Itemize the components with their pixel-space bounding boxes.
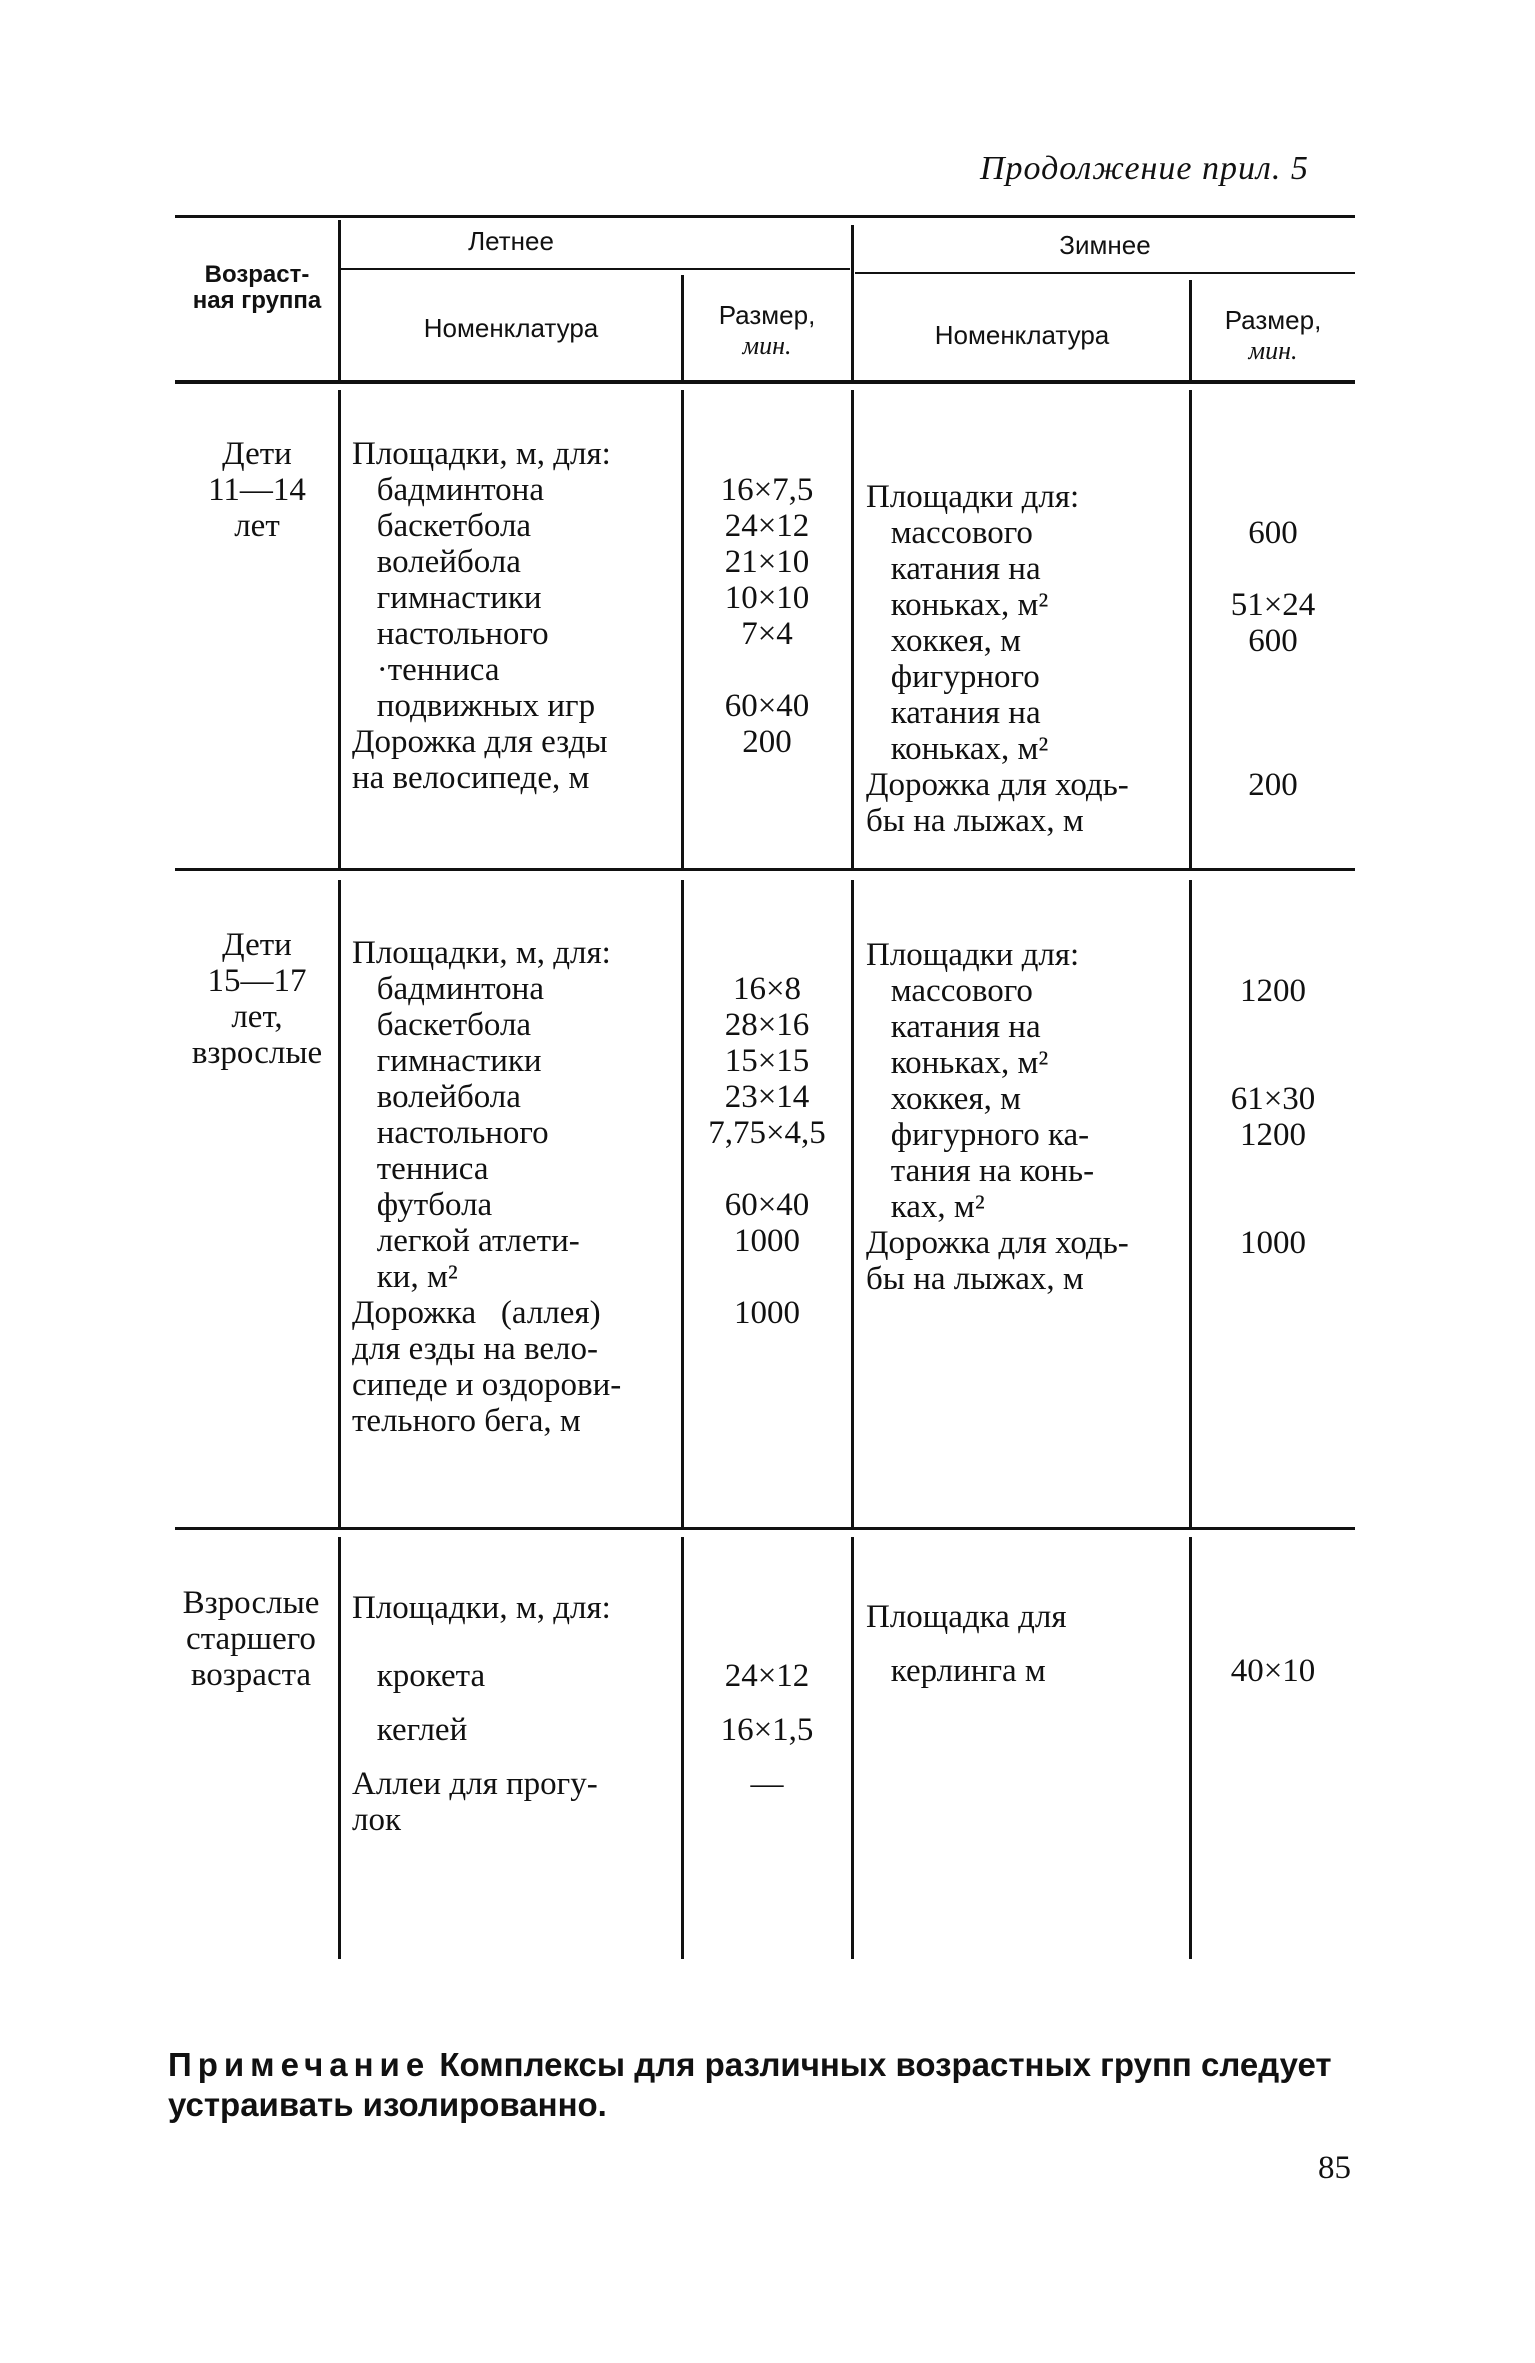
nomenclature-line: Дорожка для ходь- (866, 767, 1129, 803)
note-label: Примечание (168, 2046, 431, 2083)
size-value (1192, 1045, 1354, 1081)
size-value: 1200 (1240, 973, 1306, 1009)
col-divider (851, 390, 854, 868)
winter-size-list (1192, 1590, 1354, 1698)
nomenclature-line: керлинга м (866, 1653, 1046, 1689)
nomenclature-line: баскетбола (352, 508, 532, 544)
table-top-rule (175, 215, 1355, 218)
size-value: 200 (1248, 767, 1298, 803)
winter-size-list (1192, 443, 1354, 839)
nomenclature-line: сипеде и оздорови- (352, 1367, 622, 1403)
nomenclature-line: Площадки для: (866, 479, 1080, 515)
page-number: 85 (1318, 2150, 1351, 2186)
nomenclature-line: фигурного ка- (866, 1117, 1090, 1153)
size-value (684, 1403, 850, 1439)
nomenclature-line: Площадки, м, для: (352, 935, 611, 971)
col-divider (338, 390, 341, 868)
size-value: 600 (1248, 515, 1298, 551)
size-value: 200 (742, 724, 792, 760)
table-note (168, 2045, 1348, 2125)
size-value: 60×40 (724, 688, 810, 724)
nomenclature-line: хоккея, м (866, 623, 1021, 659)
age-group-cell: Взрослые старшего возраста (182, 1585, 320, 1693)
size-label: Размер, (1224, 305, 1322, 335)
nomenclature-line: Площадки для: (866, 937, 1080, 973)
nomenclature-line: ки, м² (352, 1259, 458, 1295)
nomenclature-line: на велосипеде, м (352, 760, 590, 796)
nomenclature-line: волейбола (352, 544, 521, 580)
size-value: 61×30 (1230, 1081, 1316, 1117)
size-unit: мин. (742, 331, 792, 360)
size-value: 600 (1248, 623, 1298, 659)
size-value: 24×12 (724, 508, 810, 544)
winter-header: Зимнее (1059, 230, 1151, 260)
nomenclature-line: коньках, м² (866, 587, 1049, 623)
col-divider (851, 1537, 854, 1959)
size-value: 28×16 (724, 1007, 810, 1043)
size-value: 7,75×4,5 (708, 1115, 826, 1151)
size-value: 40×10 (1230, 1653, 1316, 1689)
winter-size-list (1192, 937, 1354, 1297)
size-value (684, 1151, 850, 1187)
table-caption: Продолжение прил. 5 (980, 150, 1309, 187)
nomenclature-line: бадминтона (352, 971, 544, 1007)
col-divider (851, 225, 854, 380)
size-value (684, 436, 850, 472)
col-divider (338, 880, 341, 1527)
nomenclature-line: ках, м² (866, 1189, 985, 1225)
size-label: Размер, (718, 300, 816, 330)
summer-size-list (684, 935, 850, 1439)
row1-bottom-rule (175, 868, 1355, 871)
nomenclature-line: волейбола (352, 1079, 521, 1115)
size-value (1192, 1189, 1354, 1225)
size-value: 16×7,5 (720, 472, 814, 508)
size-value (1192, 659, 1354, 695)
size-value: 1000 (734, 1295, 800, 1331)
nomenclature-line: катания на (866, 551, 1041, 587)
size-value (684, 935, 850, 971)
nomenclature-line: легкой атлети- (352, 1223, 580, 1259)
nomenclature-line: Площадка для (866, 1599, 1067, 1635)
age-group-cell: Дети 11—14 лет (208, 436, 306, 544)
col-divider (338, 1537, 341, 1959)
nomenclature-line: гимнастики (352, 580, 542, 616)
nomenclature-line: массового (866, 515, 1033, 551)
size-value (1192, 1590, 1354, 1644)
nomenclature-line: футбола (352, 1187, 493, 1223)
summer-size: 16×1,5 (720, 1712, 814, 1748)
winter-nomenclature-header: Номенклатура (934, 320, 1110, 350)
col-divider (681, 1537, 684, 1959)
summer-size-list (684, 436, 850, 796)
note-text: Комплексы для различных возрастных групп следует устраивать изолированно. (168, 2046, 1332, 2123)
nomenclature-line: настольного (352, 616, 549, 652)
summer-size-header (684, 300, 850, 361)
size-unit: мин. (1248, 336, 1298, 365)
winter-size-header (1192, 305, 1354, 366)
nomenclature-line: Площадки, м, для: (352, 436, 611, 472)
winter-header-rule (855, 272, 1355, 274)
size-value: 1000 (734, 1223, 800, 1259)
nomenclature-line: катания на (866, 1009, 1041, 1045)
size-value (1192, 1261, 1354, 1297)
size-value (1192, 937, 1354, 973)
size-value (684, 1367, 850, 1403)
row2-bottom-rule (175, 1527, 1355, 1530)
nomenclature-line: Дорожка для езды (352, 724, 608, 760)
age-group-header: Возраст- ная группа (192, 261, 322, 314)
nomenclature-line: коньках, м² (866, 1045, 1049, 1081)
size-value: 23×14 (724, 1079, 810, 1115)
size-value (1192, 1009, 1354, 1045)
nomenclature-line: гимнастики (352, 1043, 542, 1079)
nomenclature-line: ·тенниса (352, 652, 500, 688)
size-value: 1000 (1240, 1225, 1306, 1261)
col-divider (338, 220, 341, 380)
nomenclature-line: тания на конь- (866, 1153, 1095, 1189)
summer-nomenclature-list (352, 935, 621, 1439)
winter-nomenclature-list (866, 443, 1129, 839)
nomenclature-line: бы на лыжах, м (866, 1261, 1084, 1297)
size-value (1192, 731, 1354, 767)
summer-nomenclature-list (352, 436, 611, 796)
col-divider (851, 880, 854, 1527)
summer-nomenclature-header: Номенклатура (423, 313, 599, 343)
nomenclature-line: бадминтона (352, 472, 544, 508)
summer-item: Площадки, м, для: (352, 1590, 611, 1626)
size-value (684, 1331, 850, 1367)
size-value (684, 1259, 850, 1295)
winter-nomenclature-list (866, 937, 1129, 1297)
summer-header-rule (340, 268, 850, 270)
size-value (684, 652, 850, 688)
nomenclature-line: фигурного (866, 659, 1040, 695)
nomenclature-line: тенниса (352, 1151, 489, 1187)
size-value (684, 760, 850, 796)
size-value (1192, 695, 1354, 731)
summer-header: Летнее (468, 226, 554, 256)
nomenclature-line: настольного (352, 1115, 549, 1151)
nomenclature-line: хоккея, м (866, 1081, 1021, 1117)
nomenclature-line: Дорожка для ходь- (866, 1225, 1129, 1261)
size-value (1192, 479, 1354, 515)
size-value: 21×10 (724, 544, 810, 580)
nomenclature-line: катания на (866, 695, 1041, 731)
nomenclature-line: бы на лыжах, м (866, 803, 1084, 839)
summer-item: Аллеи для прогу- лок (352, 1766, 598, 1838)
size-value (1192, 443, 1354, 479)
size-value: 1200 (1240, 1117, 1306, 1153)
nomenclature-line: тельного бега, м (352, 1403, 581, 1439)
summer-item: кеглей (352, 1712, 468, 1748)
nomenclature-line (866, 443, 1129, 479)
nomenclature-line: баскетбола (352, 1007, 532, 1043)
winter-nomenclature-list (866, 1590, 1067, 1698)
size-value: 10×10 (724, 580, 810, 616)
size-value: 51×24 (1230, 587, 1316, 623)
size-value: 15×15 (724, 1043, 810, 1079)
size-value: 16×8 (732, 971, 802, 1007)
nomenclature-line: Дорожка (аллея) (352, 1295, 601, 1331)
header-bottom-rule (175, 380, 1355, 384)
size-value (1192, 551, 1354, 587)
size-value: 7×4 (741, 616, 793, 652)
nomenclature-line: массового (866, 973, 1033, 1009)
summer-item: крокета (352, 1658, 486, 1694)
summer-size: 24×12 (724, 1658, 810, 1694)
summer-size: — (750, 1766, 784, 1802)
size-value: 60×40 (724, 1187, 810, 1223)
nomenclature-line: коньках, м² (866, 731, 1049, 767)
age-group-cell: Дети 15—17 лет, взрослые (191, 927, 323, 1071)
size-value (1192, 803, 1354, 839)
nomenclature-line: подвижных игр (352, 688, 596, 724)
nomenclature-line: для езды на вело- (352, 1331, 598, 1367)
size-value (1192, 1153, 1354, 1189)
